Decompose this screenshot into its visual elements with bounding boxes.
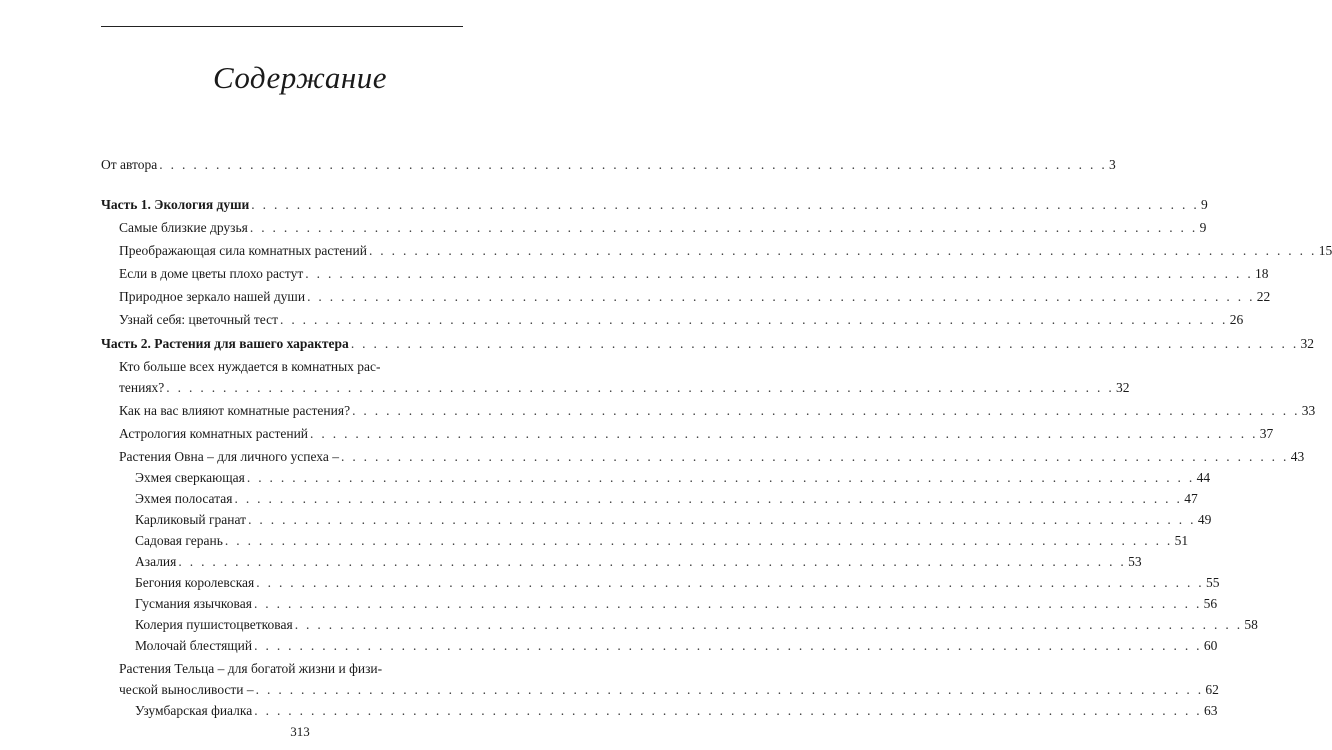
toc-entry[interactable] bbox=[135, 575, 1220, 591]
header-rule bbox=[101, 26, 463, 27]
toc-entry-page: 9 bbox=[1199, 220, 1207, 235]
dot-leader: . . . . . . . . . . . . . . . . . . . . . . . . . . . . . . . . . . . . . . . . . . . . . . . . . . . . . . . . . . . . . . . . . . . . . . . . . . . . . . . . . . . . bbox=[246, 470, 1195, 485]
dot-leader: . . . . . . . . . . . . . . . . . . . . . . . . . . . . . . . . . . . . . . . . . . . . . . . . . . . . . . . . . . . . . . . . . . . . . . . . . . . . . . . . . . . . bbox=[166, 380, 1115, 395]
toc-entry-title: Если в доме цветы плохо растут bbox=[119, 266, 304, 281]
toc-entry-author[interactable] bbox=[101, 157, 1116, 173]
toc-entry-part-2[interactable] bbox=[101, 336, 1315, 352]
toc-entry-title: Природное зеркало нашей души bbox=[119, 289, 306, 304]
dot-leader: . . . . . . . . . . . . . . . . . . . . . . . . . . . . . . . . . . . . . . . . . . . . . . . . . . . . . . . . . . . . . . . . . . . . . . . . . . . . . . . . . . . . bbox=[248, 512, 1196, 527]
toc-entry[interactable] bbox=[135, 533, 1189, 549]
toc-entry-page: 9 bbox=[1201, 197, 1208, 212]
page-number: 313 bbox=[290, 724, 310, 739]
toc-entry-aries[interactable] bbox=[119, 449, 1305, 465]
toc-entry[interactable] bbox=[119, 289, 1271, 305]
toc-entry[interactable] bbox=[135, 554, 1142, 570]
toc-entry-page: 32 bbox=[1116, 380, 1130, 395]
dot-leader: . . . . . . . . . . . . . . . . . . . . . . . . . . . . . . . . . . . . . . . . . . . . . . . . . . . . . . . . . . . . . . . . . . . . . . . . . . . . . . . . . . . . bbox=[178, 554, 1127, 569]
toc-entry-page: 49 bbox=[1197, 512, 1212, 527]
toc-entry-page: 47 bbox=[1184, 491, 1198, 506]
toc-entry-title: Колерия пушистоцветковая bbox=[135, 617, 293, 632]
dot-leader: . . . . . . . . . . . . . . . . . . . . . . . . . . . . . . . . . . . . . . . . . . . . . . . . . . . . . . . . . . . . . . . . . . . . . . . . . . . . . . . . . . . . bbox=[224, 533, 1173, 548]
toc-entry[interactable] bbox=[119, 403, 1316, 419]
toc-entry-title: Астрология комнатных растений bbox=[119, 426, 309, 441]
toc-entry[interactable] bbox=[135, 638, 1218, 654]
toc-entry-title: Растения Овна – для личного успеха – bbox=[119, 449, 339, 464]
toc-entry-page: 32 bbox=[1300, 336, 1315, 351]
toc-entry-page: 26 bbox=[1229, 312, 1244, 327]
toc-entry-title: Преображающая сила комнатных растений bbox=[119, 243, 367, 258]
toc-entry-page: 56 bbox=[1203, 596, 1218, 611]
dot-leader: . . . . . . . . . . . . . . . . . . . . . . . . . . . . . . . . . . . . . . . . . . . . . . . . . . . . . . . . . . . . . . . . . . . . . . . . . . . . . . . . . . . . bbox=[249, 220, 1198, 235]
toc-entry-title: Бегония королевская bbox=[135, 575, 255, 590]
dot-leader: . . . . . . . . . . . . . . . . . . . . . . . . . . . . . . . . . . . . . . . . . . . . . . . . . . . . . . . . . . . . . . . . . . . . . . . . . . . . . . . . . . . . bbox=[340, 449, 1289, 464]
dot-leader: . . . . . . . . . . . . . . . . . . . . . . . . . . . . . . . . . . . . . . . . . . . . . . . . . . . . . . . . . . . . . . . . . . . . . . . . . . . . . . . . . . . . bbox=[310, 426, 1258, 441]
toc-entry-page: 60 bbox=[1203, 638, 1218, 653]
toc-entry-page: 63 bbox=[1203, 703, 1218, 718]
toc-entry-title: Узнай себя: цветочный тест bbox=[119, 312, 278, 327]
toc-entry-title: Узумбарская фиалка bbox=[135, 703, 253, 718]
toc-entry-page: 43 bbox=[1290, 449, 1305, 464]
toc-entry-page: 33 bbox=[1301, 403, 1316, 418]
toc-entry-title: Эхмея полосатая bbox=[135, 491, 233, 506]
dot-leader: . . . . . . . . . . . . . . . . . . . . . . . . . . . . . . . . . . . . . . . . . . . . . . . . . . . . . . . . . . . . . . . . . . . . . . . . . . . . . . . . . . . . bbox=[352, 403, 1300, 418]
toc-entry[interactable] bbox=[135, 596, 1218, 612]
toc-entry[interactable] bbox=[119, 243, 1332, 259]
toc-entry-page: 18 bbox=[1255, 266, 1269, 281]
dot-leader: . . . . . . . . . . . . . . . . . . . . . . . . . . . . . . . . . . . . . . . . . . . . . . . . . . . . . . . . . . . . . . . . . . . . . . . . . . . . . . . . . . . . bbox=[294, 617, 1243, 632]
toc-entry-title: Часть 2. Растения для вашего характера bbox=[101, 336, 349, 351]
toc-entry[interactable] bbox=[135, 491, 1198, 507]
toc-entry[interactable] bbox=[135, 617, 1258, 633]
toc-entry[interactable] bbox=[135, 512, 1212, 528]
toc-entry-title: Эхмея сверкающая bbox=[135, 470, 245, 485]
toc-entry-line[interactable]: Кто больше всех нуждается в комнатных рас- bbox=[119, 359, 381, 374]
toc-entry-taurus[interactable] bbox=[119, 682, 1219, 698]
dot-leader: . . . . . . . . . . . . . . . . . . . . . . . . . . . . . . . . . . . . . . . . . . . . . . . . . . . . . . . . . . . . . . . . . . . . . . . . . . . . . . . . . . . . bbox=[368, 243, 1317, 258]
page-title: Содержание bbox=[212, 60, 388, 95]
toc-entry[interactable] bbox=[135, 703, 1218, 719]
toc-entry-title: Как на вас влияют комнатные растения? bbox=[119, 403, 351, 418]
toc-entry[interactable] bbox=[119, 266, 1269, 282]
dot-leader: . . . . . . . . . . . . . . . . . . . . . . . . . . . . . . . . . . . . . . . . . . . . . . . . . . . . . . . . . . . . . . . . . . . . . . . . . . . . . . . . . . . . bbox=[279, 312, 1228, 327]
dot-leader: . . . . . . . . . . . . . . . . . . . . . . . . . . . . . . . . . . . . . . . . . . . . . . . . . . . . . . . . . . . . . . . . . . . . . . . . . . . . . . . . . . . . bbox=[251, 197, 1200, 212]
dot-leader: . . . . . . . . . . . . . . . . . . . . . . . . . . . . . . . . . . . . . . . . . . . . . . . . . . . . . . . . . . . . . . . . . . . . . . . . . . . . . . . . . . . . bbox=[307, 289, 1255, 304]
dot-leader: . . . . . . . . . . . . . . . . . . . . . . . . . . . . . . . . . . . . . . . . . . . . . . . . . . . . . . . . . . . . . . . . . . . . . . . . . . . . . . . . . . . . bbox=[234, 491, 1183, 506]
toc-entry-title: Самые близкие друзья bbox=[119, 220, 248, 235]
toc-entry-title: тениях? bbox=[119, 380, 165, 395]
toc-entry-part-1[interactable] bbox=[101, 197, 1208, 213]
dot-leader: . . . . . . . . . . . . . . . . . . . . . . . . . . . . . . . . . . . . . . . . . . . . . . . . . . . . . . . . . . . . . . . . . . . . . . . . . . . . . . . . . . . . bbox=[350, 336, 1299, 351]
toc-entry[interactable] bbox=[135, 470, 1211, 486]
toc-entry-title: Гусмания язычковая bbox=[135, 596, 252, 611]
dot-leader: . . . . . . . . . . . . . . . . . . . . . . . . . . . . . . . . . . . . . . . . . . . . . . . . . . . . . . . . . . . . . . . . . . . . . . . . . . . . . . . . . . . . bbox=[255, 682, 1204, 697]
toc-entry-title: От автора bbox=[101, 157, 158, 172]
toc-entry[interactable] bbox=[119, 312, 1244, 328]
toc-entry-page: 37 bbox=[1259, 426, 1274, 441]
toc-entry-page: 22 bbox=[1256, 289, 1271, 304]
dot-leader: . . . . . . . . . . . . . . . . . . . . . . . . . . . . . . . . . . . . . . . . . . . . . . . . . . . . . . . . . . . . . . . . . . . . . . . . . . . . . . . . . . . . bbox=[254, 703, 1202, 718]
toc-entry-page: 15 bbox=[1318, 243, 1332, 258]
toc-entry[interactable] bbox=[119, 380, 1130, 396]
toc-entry-title: Садовая герань bbox=[135, 533, 223, 548]
toc-entry-title: Часть 1. Экология души bbox=[101, 197, 250, 212]
toc-entry[interactable] bbox=[119, 426, 1274, 442]
toc-entry-page: 58 bbox=[1244, 617, 1258, 632]
dot-leader: . . . . . . . . . . . . . . . . . . . . . . . . . . . . . . . . . . . . . . . . . . . . . . . . . . . . . . . . . . . . . . . . . . . . . . . . . . . . . . . . . . . . bbox=[253, 596, 1202, 611]
toc-entry-title: Молочай блестящий bbox=[135, 638, 253, 653]
dot-leader: . . . . . . . . . . . . . . . . . . . . . . . . . . . . . . . . . . . . . . . . . . . . . . . . . . . . . . . . . . . . . . . . . . . . . . . . . . . . . . . . . . . . bbox=[305, 266, 1254, 281]
toc-entry-line[interactable]: Растения Тельца – для богатой жизни и физи- bbox=[119, 661, 383, 676]
dot-leader: . . . . . . . . . . . . . . . . . . . . . . . . . . . . . . . . . . . . . . . . . . . . . . . . . . . . . . . . . . . . . . . . . . . . . . . . . . . . . . . . . . . . bbox=[256, 575, 1204, 590]
toc-entry-page: 55 bbox=[1205, 575, 1220, 590]
dot-leader: . . . . . . . . . . . . . . . . . . . . . . . . . . . . . . . . . . . . . . . . . . . . . . . . . . . . . . . . . . . . . . . . . . . . . . . . . . . . . . . . . . . . bbox=[159, 157, 1108, 172]
toc-entry-title: ческой выносливости – bbox=[119, 682, 254, 697]
toc-entry-page: 62 bbox=[1205, 682, 1219, 697]
toc-entry[interactable] bbox=[119, 220, 1207, 236]
toc-entry-page: 44 bbox=[1196, 470, 1211, 485]
toc-entry-page: 53 bbox=[1128, 554, 1142, 569]
toc-entry-page: 51 bbox=[1174, 533, 1189, 548]
toc-entry-page: 3 bbox=[1109, 157, 1116, 172]
toc-entry-title: Азалия bbox=[135, 554, 177, 569]
toc-entry-title: Карликовый гранат bbox=[135, 512, 247, 527]
dot-leader: . . . . . . . . . . . . . . . . . . . . . . . . . . . . . . . . . . . . . . . . . . . . . . . . . . . . . . . . . . . . . . . . . . . . . . . . . . . . . . . . . . . . bbox=[254, 638, 1202, 653]
